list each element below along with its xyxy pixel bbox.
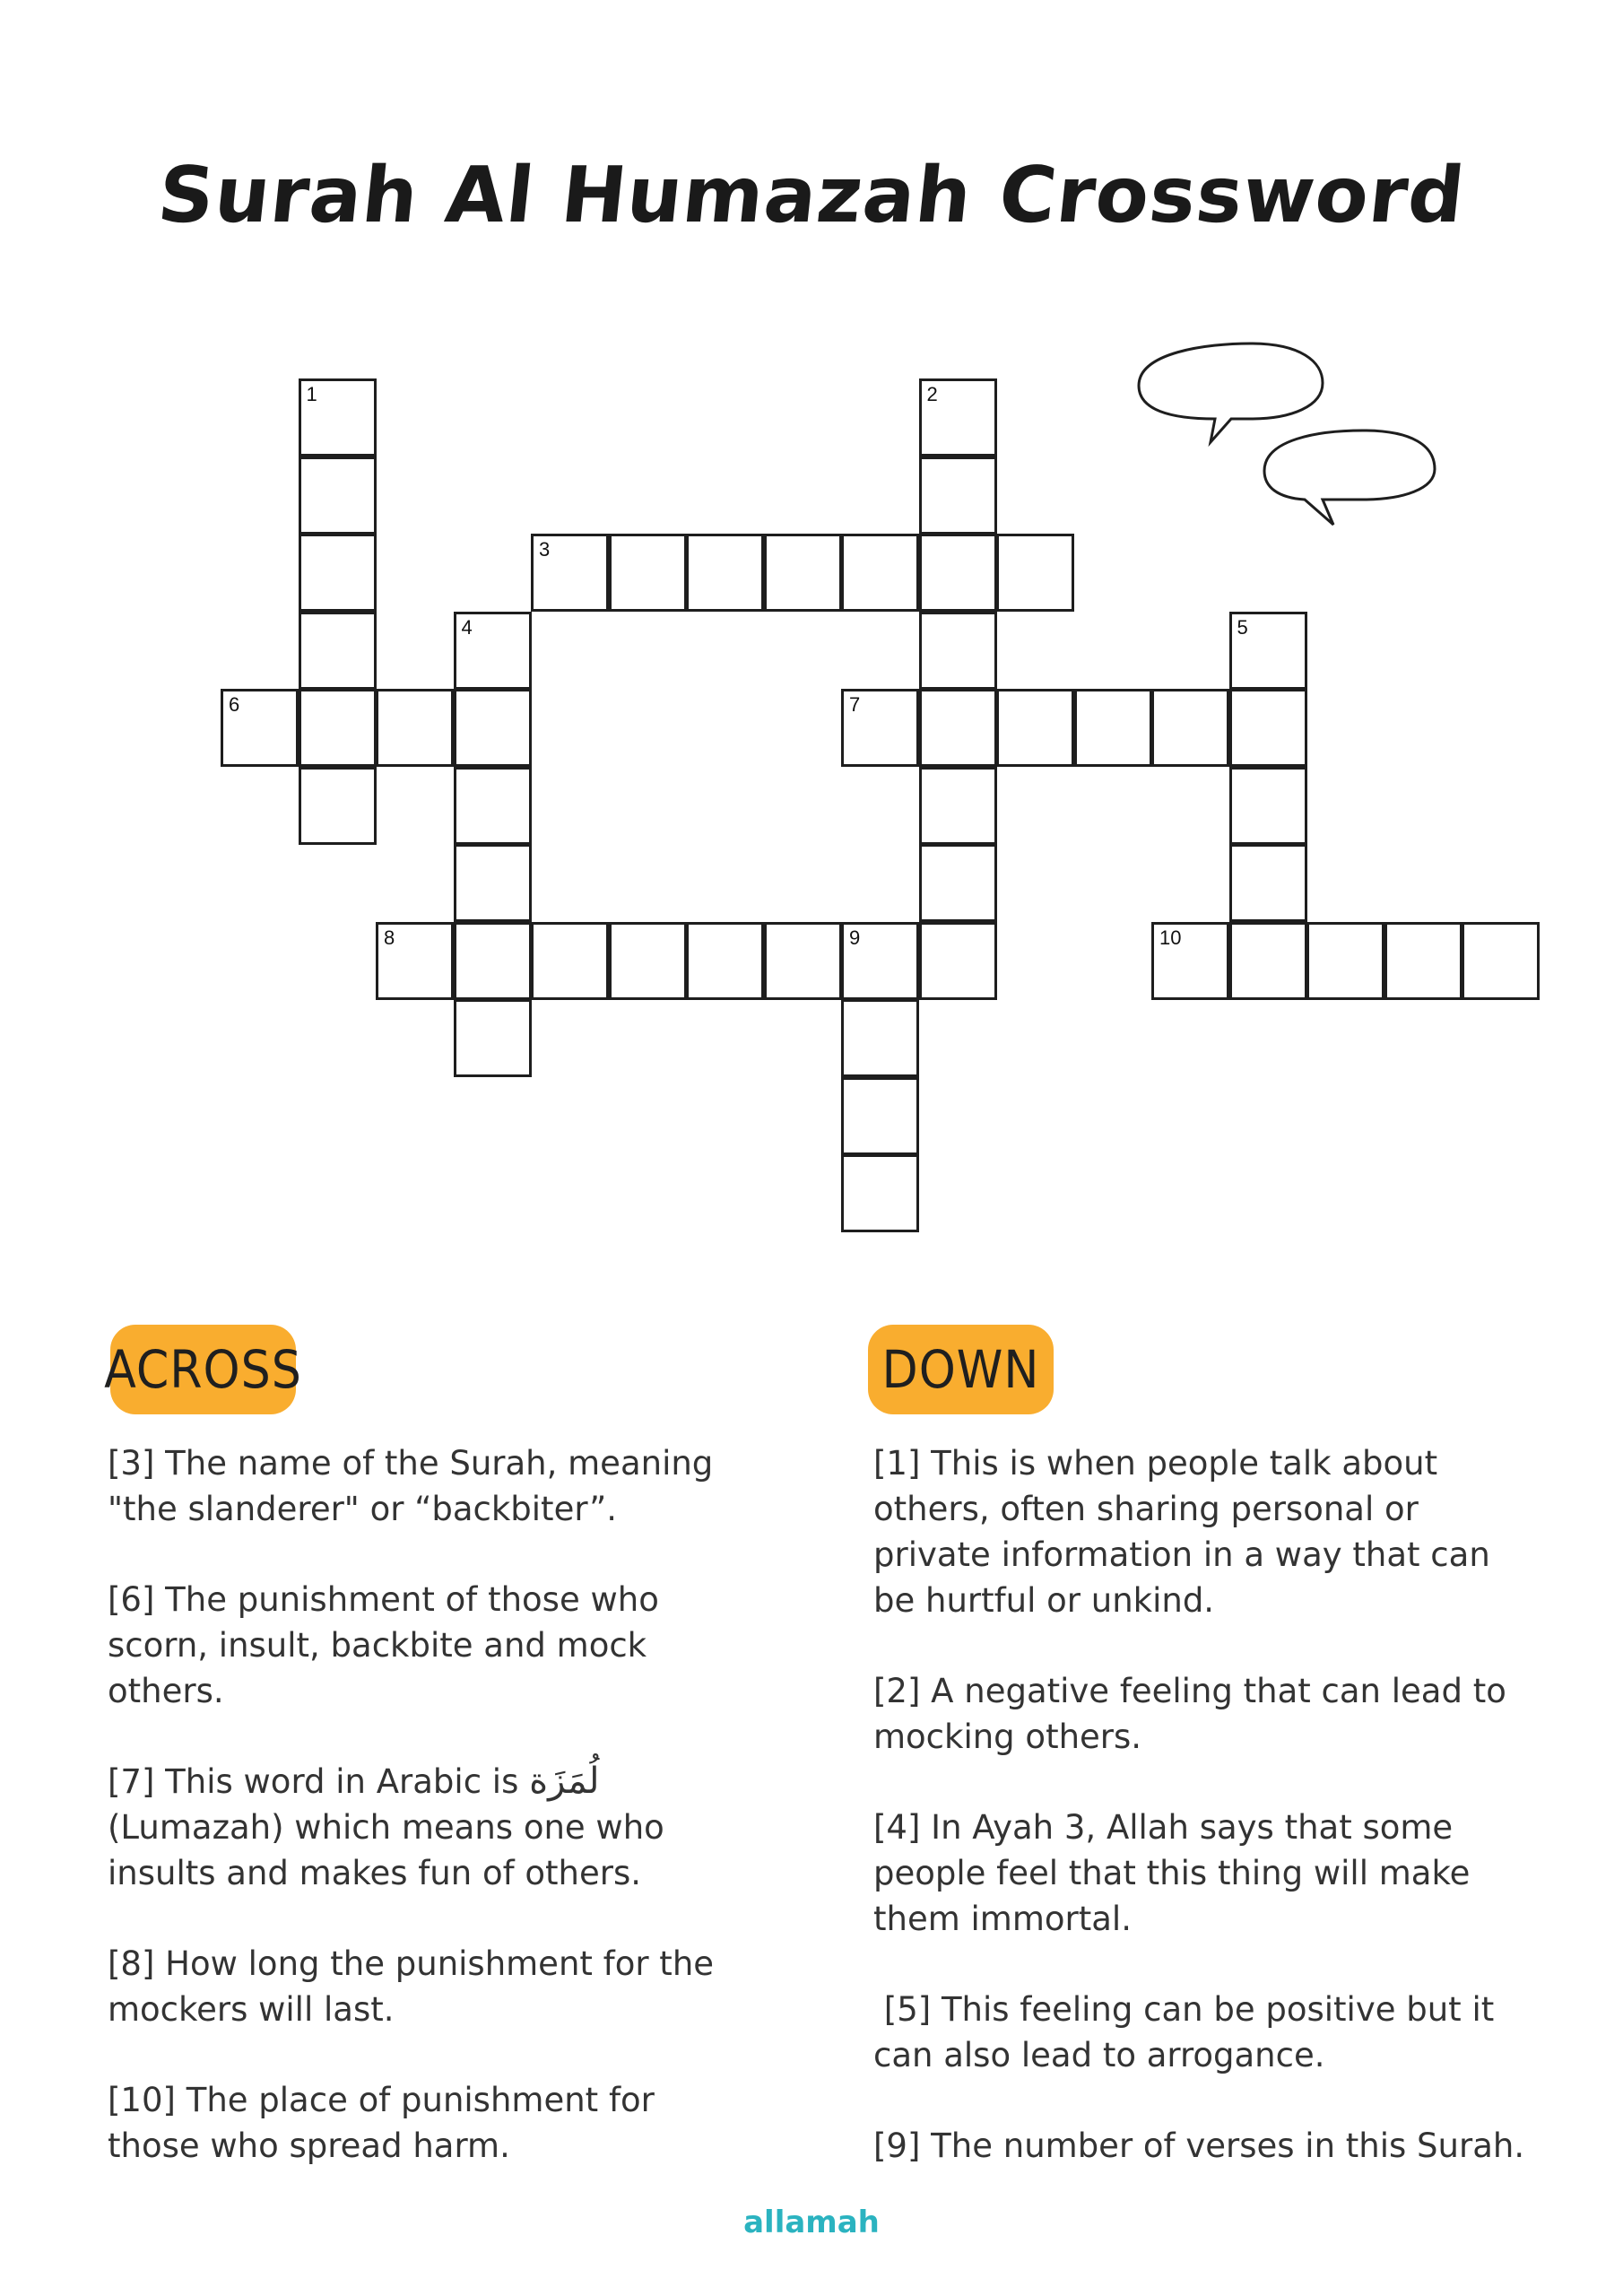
crossword-cell[interactable] [1229, 844, 1307, 922]
crossword-cell[interactable] [1462, 922, 1540, 1000]
crossword-cell[interactable] [686, 922, 764, 1000]
clue-across-10: [10] The place of punishment for those who spread harm. [108, 2081, 665, 2165]
crossword-cell[interactable] [609, 534, 687, 612]
crossword-cell[interactable] [1306, 922, 1384, 1000]
across-heading: ACROSS [110, 1325, 296, 1414]
clue-number: 9 [849, 926, 861, 949]
crossword-cell[interactable] [841, 999, 919, 1077]
crossword-cell[interactable] [996, 689, 1074, 767]
crossword-cell[interactable] [221, 689, 299, 767]
crossword-cell[interactable] [764, 534, 842, 612]
crossword-cell[interactable] [841, 1077, 919, 1155]
clue-number: 8 [384, 926, 395, 949]
crossword-cell[interactable] [919, 457, 997, 535]
crossword-cell[interactable] [376, 922, 454, 1000]
crossword-cell[interactable] [1384, 922, 1462, 1000]
clue-down-1: [1] This is when people talk about others, often sharing personal or private information in a way that can be hurtful or unkind. [873, 1444, 1501, 1620]
clue-number: 2 [926, 383, 938, 405]
clue-number: 4 [461, 615, 473, 639]
clue-number: 10 [1159, 926, 1182, 949]
crossword-cell[interactable] [299, 689, 377, 767]
crossword-cell[interactable] [841, 922, 919, 1000]
speech-bubbles-icon [1125, 336, 1466, 543]
clue-down-2: [2] A negative feeling that can lead to mocking others. [873, 1672, 1517, 1756]
clue-across-7 [108, 1759, 753, 1896]
crossword-cell[interactable] [996, 534, 1074, 612]
clue-number: 5 [1237, 615, 1248, 639]
crossword-cell[interactable] [1151, 689, 1229, 767]
crossword-cell[interactable] [764, 922, 842, 1000]
clue-down-5: [5] This feeling can be positive but it can also lead to arrogance. [873, 1990, 1506, 2074]
crossword-cell[interactable] [454, 689, 532, 767]
crossword-cell[interactable] [299, 767, 377, 845]
allamah-logo: allamah [743, 2205, 880, 2240]
clue-number: 1 [306, 383, 317, 405]
crossword-cell[interactable] [919, 844, 997, 922]
crossword-cell[interactable] [1229, 612, 1307, 690]
crossword-cell[interactable] [454, 612, 532, 690]
crossword-cell[interactable] [919, 378, 997, 457]
crossword-cell[interactable] [454, 844, 532, 922]
crossword-cell[interactable] [1074, 689, 1152, 767]
clue-down-9: [9] The number of verses in this Surah. [873, 2126, 1525, 2165]
crossword-cell[interactable] [686, 534, 764, 612]
crossword-cell[interactable] [1151, 922, 1229, 1000]
clue-across-8: [8] How long the punishment for the mockers will last. [108, 1944, 725, 2029]
crossword-cell[interactable] [919, 534, 997, 612]
clue-number: 3 [539, 538, 551, 561]
crossword-cell[interactable] [299, 378, 377, 457]
clue-across-6: [6] The punishment of those who scorn, insult, backbite and mock others. [108, 1580, 670, 1710]
crossword-cell[interactable] [299, 534, 377, 612]
clue-down-4: [4] In Ayah 3, Allah says that some people feel that this thing will make them immortal. [873, 1808, 1481, 1938]
crossword-cell[interactable] [531, 922, 609, 1000]
crossword-cell[interactable] [1229, 689, 1307, 767]
clue-across-7-meaning: (Lumazah) which means one who insults and makes fun of others. [108, 1808, 675, 1892]
crossword-cell[interactable] [299, 612, 377, 690]
clue-across-7-text: [7] This word in Arabic is [108, 1762, 530, 1801]
crossword-cell[interactable] [454, 999, 532, 1077]
crossword-cell[interactable] [531, 534, 609, 612]
crossword-cell[interactable] [454, 922, 532, 1000]
across-clues [108, 1440, 753, 2213]
crossword-cell[interactable] [919, 689, 997, 767]
clue-number: 6 [229, 693, 240, 716]
crossword-cell[interactable] [299, 457, 377, 535]
crossword-cell[interactable] [376, 689, 454, 767]
crossword-cell[interactable] [454, 767, 532, 845]
crossword-cell[interactable] [1229, 767, 1307, 845]
crossword-cell[interactable] [919, 612, 997, 690]
clue-across-3: [3] The name of the Surah, meaning "the slanderer" or “backbiter”. [108, 1444, 725, 1528]
page-title: Surah Al Humazah Crossword [153, 151, 1470, 240]
arabic-word: لُمَزَة [529, 1761, 600, 1802]
down-heading: DOWN [868, 1325, 1054, 1414]
crossword-cell[interactable] [919, 922, 997, 1000]
crossword-cell[interactable] [841, 689, 919, 767]
crossword-cell[interactable] [609, 922, 687, 1000]
crossword-cell[interactable] [919, 767, 997, 845]
crossword-cell[interactable] [841, 1154, 919, 1232]
down-clues [873, 1440, 1537, 2213]
crossword-cell[interactable] [1229, 922, 1307, 1000]
crossword-cell[interactable] [841, 534, 919, 612]
clue-number: 7 [849, 693, 861, 716]
